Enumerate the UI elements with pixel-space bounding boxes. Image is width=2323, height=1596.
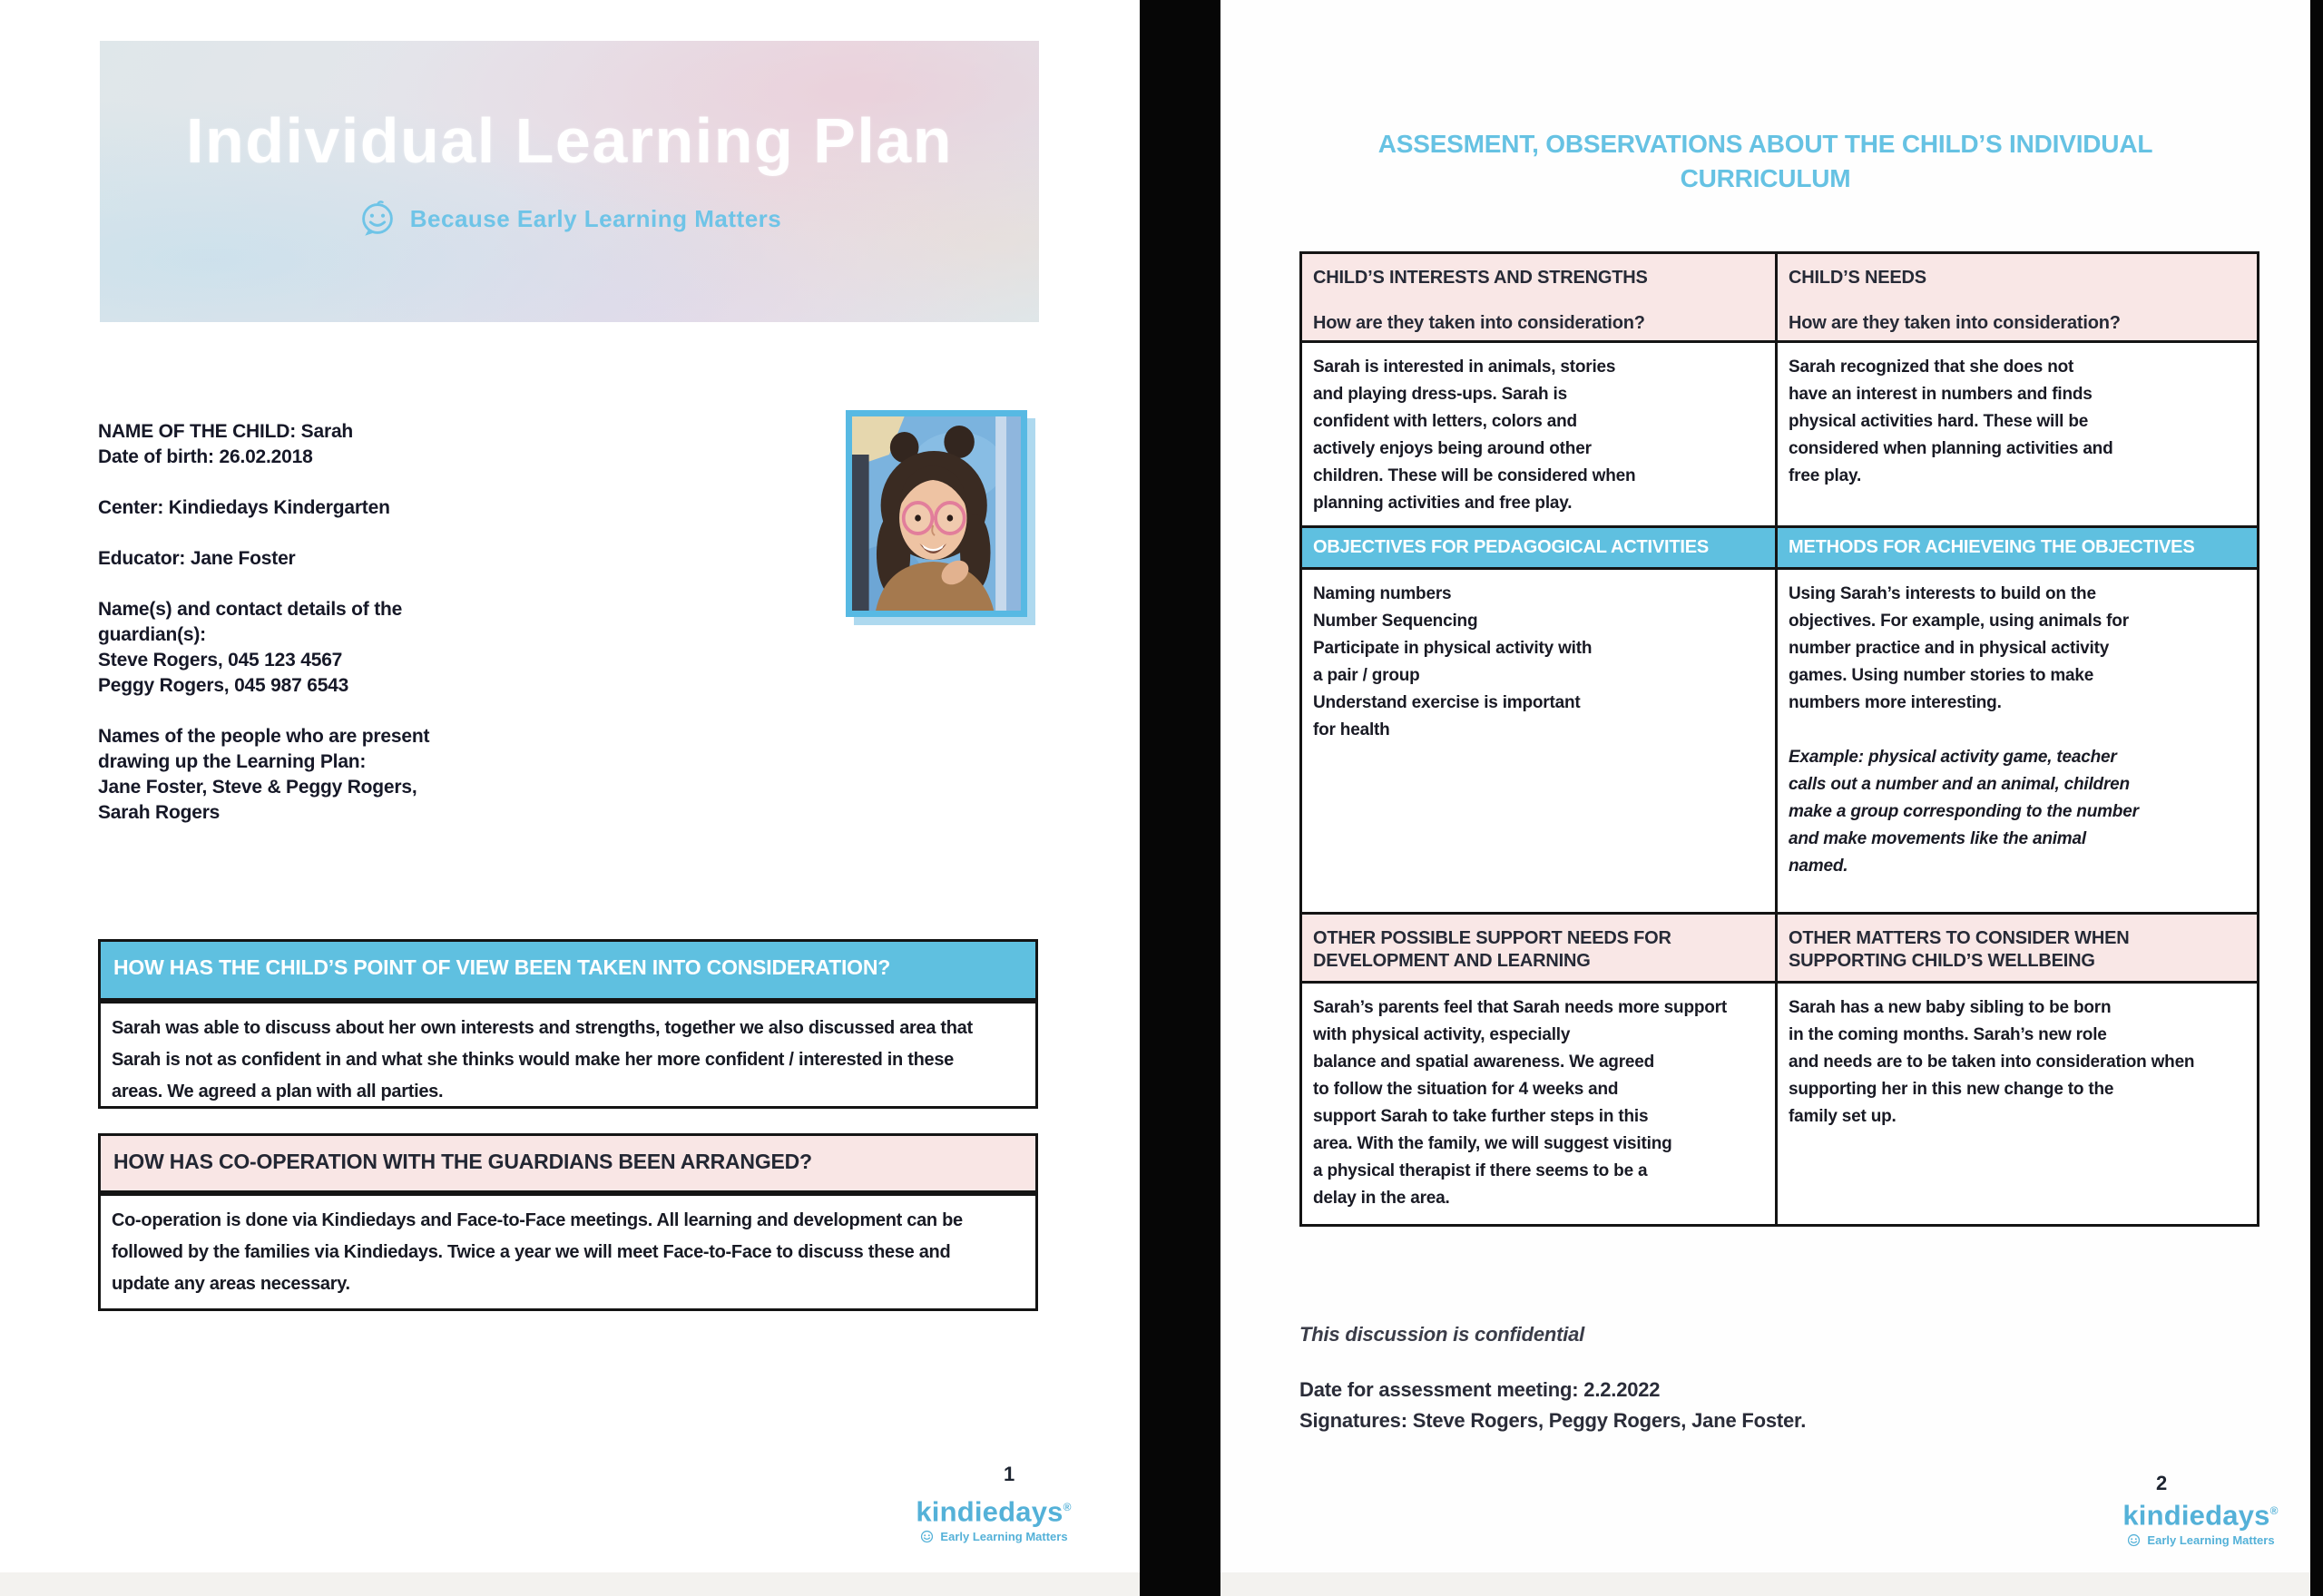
cell-needs-header: CHILD’S NEEDS How are they taken into consideration?: [1778, 254, 2257, 343]
registered-mark-2: ®: [2269, 1504, 2279, 1517]
methods-main-text: Using Sarah’s interests to build on the objectives. For example, using animals for number practice and in physical activity games. Using number stories to make numbers more interesting.: [1789, 584, 2129, 712]
smiley-face-icon: [358, 199, 397, 239]
child-photo: [846, 410, 1027, 617]
logo-smiley-icon-2: [2126, 1532, 2142, 1548]
page-2: [1220, 0, 2310, 1596]
center-info: Center: Kindiedays Kindergarten: [98, 497, 390, 518]
scan-right-edge: [2310, 0, 2323, 1596]
section-child-view-heading: HOW HAS THE CHILD’S POINT OF VIEW BEEN TAKEN INTO CONSIDERATION?: [98, 939, 1038, 1001]
attendees-info: Names of the people who are present drawing up the Learning Plan: Jane Foster, Steve & Peggy Rogers, Sarah Rogers: [98, 726, 430, 823]
section-cooperation-body: Co-operation is done via Kindiedays and Face-to-Face meetings. All learning and development can be followed by the families via Kindiedays. Twice a year we will meet Face-to-Face to discuss these and update any areas necessary.: [98, 1193, 1038, 1311]
confidential-note: This discussion is confidential: [1299, 1323, 1585, 1346]
page-1: [0, 0, 1140, 1596]
cell-support-header: OTHER POSSIBLE SUPPORT NEEDS FOR DEVELOPMENT AND LEARNING: [1302, 915, 1778, 984]
scan-bottom-band-right: [1220, 1572, 2310, 1596]
guardians-info: Name(s) and contact details of the guardian(s): Steve Rogers, 045 123 4567 Peggy Rogers, 045 987 6543: [98, 599, 403, 696]
cell-methods-body: [1778, 570, 2257, 915]
page-number-2: 2: [2156, 1472, 2168, 1494]
scan-bottom-band-left: [0, 1572, 1140, 1596]
kindiedays-logo-text: kindiedays: [916, 1495, 1063, 1528]
page-title: Individual Learning Plan: [186, 105, 953, 176]
methods-example-text: Example: physical activity game, teacher calls out a number and an animal, children make a group corresponding to the number and make movements like the animal named.: [1789, 748, 2139, 876]
child-identity: NAME OF THE CHILD: Sarah Date of birth: 26.02.2018: [98, 421, 354, 467]
cell-interests-header: CHILD’S INTERESTS AND STRENGTHS How are they taken into consideration?: [1302, 254, 1778, 343]
cell-wellbeing-header: OTHER MATTERS TO CONSIDER WHEN SUPPORTING CHILD’S WELLBEING: [1778, 915, 2257, 984]
cell-objectives-body: Naming numbers Number Sequencing Participate in physical activity with a pair / group Understand exercise is important for health: [1302, 570, 1778, 915]
banner: [100, 41, 1039, 322]
kindiedays-logo-2: [2119, 1497, 2282, 1548]
banner-tagline-text: Because Early Learning Matters: [409, 204, 782, 232]
kindiedays-logo-text-2: kindiedays: [2122, 1499, 2270, 1532]
assessment-table: [1299, 251, 2259, 1227]
cell-support-body: Sarah’s parents feel that Sarah needs more support with physical activity, especially balance and spatial awareness. We agreed to follow the situation for 4 weeks and support Sarah to take further steps in this area. With the family, we will suggest visiting a physical therapist if there seems to be a delay in the area.: [1302, 984, 1778, 1224]
cell-methods-header: METHODS FOR ACHIEVEING THE OBJECTIVES: [1778, 528, 2257, 570]
section-cooperation-heading: HOW HAS CO-OPERATION WITH THE GUARDIANS BEEN ARRANGED?: [98, 1133, 1038, 1193]
registered-mark: ®: [1063, 1501, 1072, 1513]
child-info: [98, 419, 661, 851]
page-number-1: 1: [1004, 1463, 1015, 1485]
logo-smiley-icon: [919, 1529, 935, 1544]
educator-info: Educator: Jane Foster: [98, 548, 296, 569]
cell-interests-body: Sarah is interested in animals, stories and playing dress-ups. Sarah is confident with letters, colors and actively enjoys being around other children. These will be considered when planning activities and free play.: [1302, 343, 1778, 528]
kindiedays-logo: [912, 1493, 1075, 1544]
section-child-view-body: Sarah was able to discuss about her own interests and strengths, together we also discussed area that Sarah is not as confident in and what she thinks would make her more confident / interested in these areas. We agreed a plan with all parties.: [98, 1001, 1038, 1109]
signatures-line: Signatures: Steve Rogers, Peggy Rogers, Jane Foster.: [1299, 1409, 1807, 1432]
banner-tagline: [100, 199, 1039, 239]
cell-objectives-header: OBJECTIVES FOR PEDAGOGICAL ACTIVITIES: [1302, 528, 1778, 570]
assessment-title: ASSESMENT, OBSERVATIONS ABOUT THE CHILD’S INDIVIDUAL CURRICULUM: [1377, 130, 2153, 192]
cell-wellbeing-body: Sarah has a new baby sibling to be born in the coming months. Sarah’s new role and needs are to be taken into consideration when supporting her in this new change to the family set up.: [1789, 998, 2195, 1126]
meeting-date-line: Date for assessment meeting: 2.2.2022: [1299, 1378, 1661, 1401]
meeting-info: [1299, 1375, 1806, 1436]
page-divider: [1140, 0, 1220, 1596]
cell-needs-body: Sarah recognized that she does not have an interest in numbers and finds physical activities hard. These will be considered when planning activities and free play.: [1778, 343, 2257, 528]
logo-tagline: Early Learning Matters: [940, 1530, 1068, 1544]
logo-tagline-2: Early Learning Matters: [2147, 1533, 2275, 1548]
